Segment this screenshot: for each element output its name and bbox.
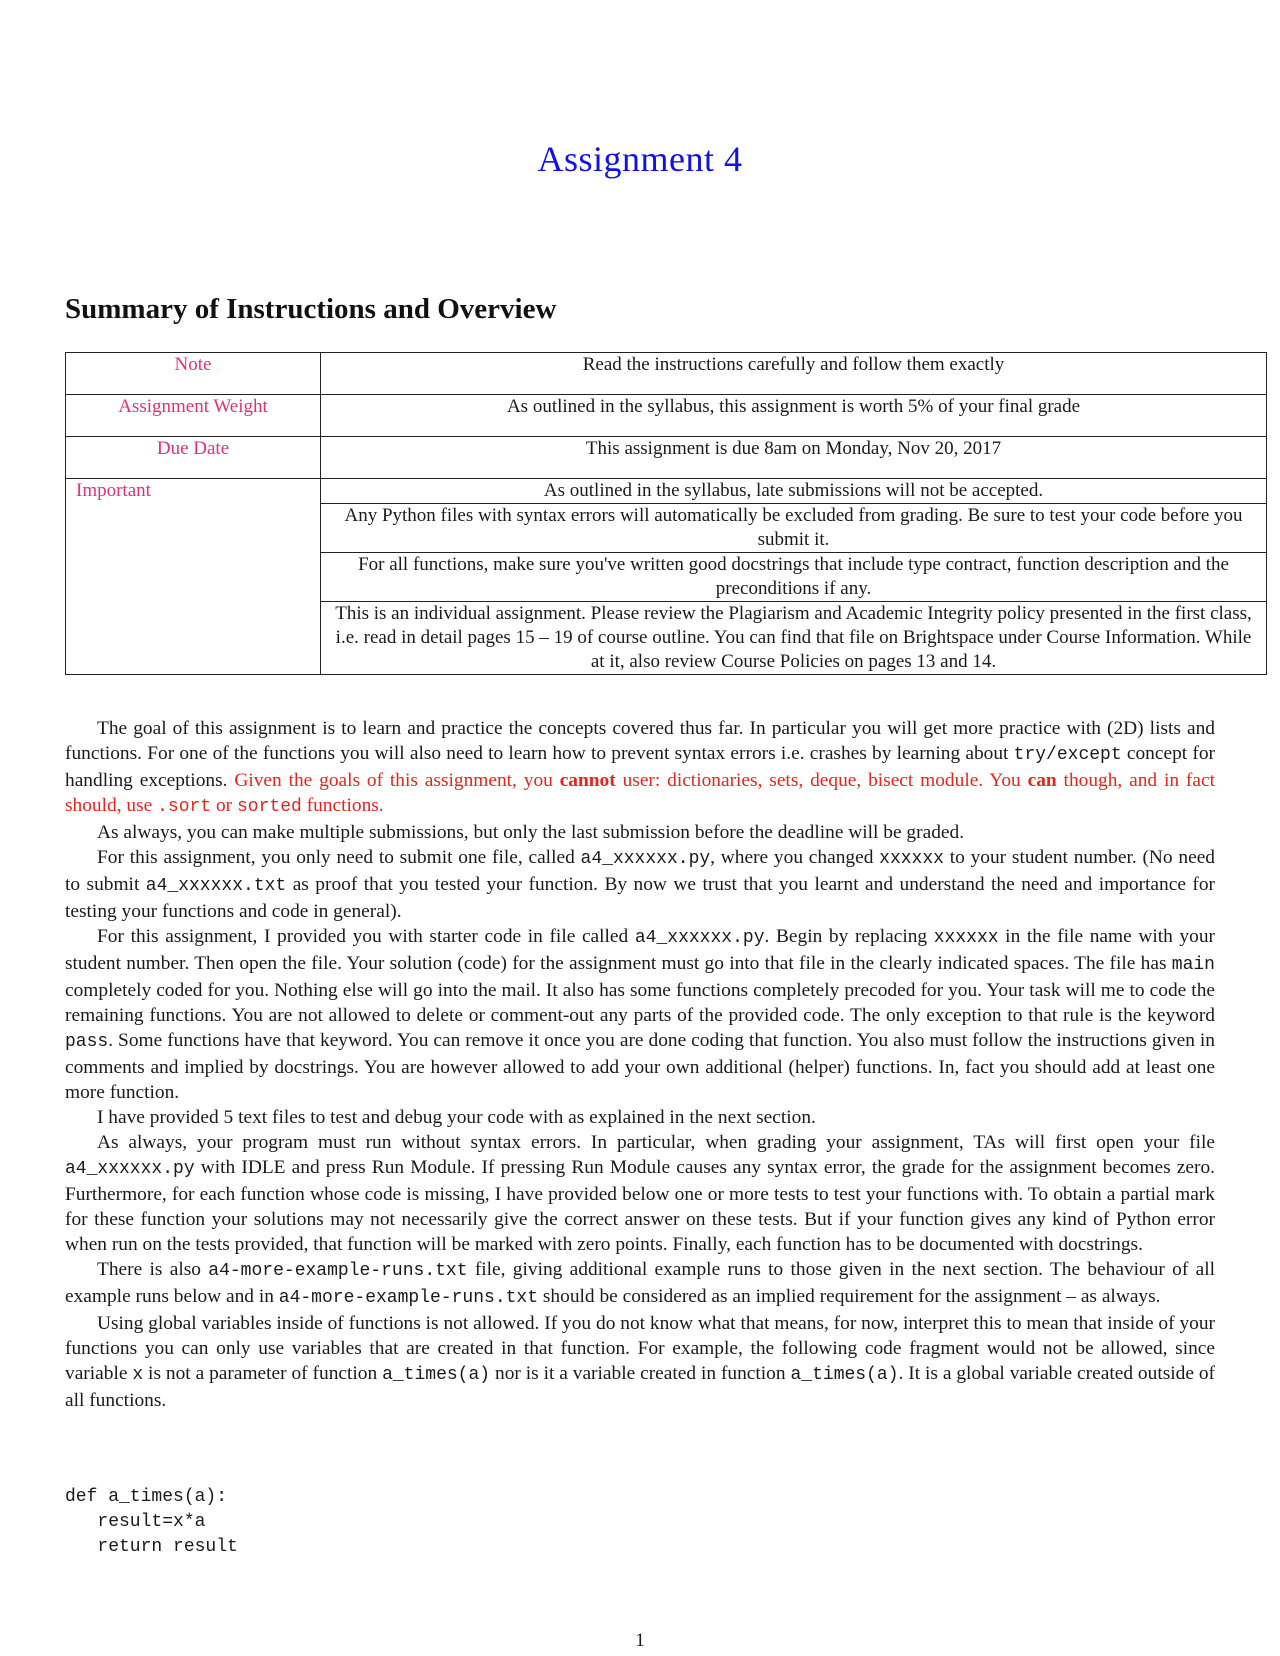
- paragraph-goal: The goal of this assignment is to learn and practice the concepts covered thus far. In particular you will get more practice with (2D) lists and functions. For one of the functions you will also need to learn how to prevent syntax errors i.e. crashes by learning about try/except concept for handling exceptions. Given the goals of this assignment, you cannot user: dictionaries, sets, deque, bisect module. You can though, and in fact should, use .sort or sorted functions.: [65, 718, 1215, 817]
- weight-text: As outlined in the syllabus, this assignment is worth 5% of your final grade: [321, 395, 1267, 437]
- important-item: This is an individual assignment. Please review the Plagiarism and Academic Integrity policy presented in the first class, i.e. read in detail pages 15 – 19 of course outline. You can find that file on Brightspace under Course Information. While at it, also review Course Policies on pages 13 and 14.: [321, 602, 1267, 675]
- table-row: [66, 479, 1267, 504]
- document-title: Assignment 4: [537, 139, 743, 179]
- table-row: [66, 353, 1267, 395]
- code-block: def a_times(a): result=x*a return result: [65, 1487, 238, 1557]
- note-text: Read the instructions carefully and follow them exactly: [321, 353, 1267, 395]
- paragraph-syntax-errors: As always, your program must run without syntax errors. In particular, when grading your assignment, TAs will first open your file a4_xxxxxx.py with IDLE and press Run Module. If pressing Run Module causes any syntax error, the grade for the assignment becomes zero. Furthermore, for each function whose code is missing, I have provided below one or more tests to test your functions with. To obtain a partial mark for these function your solutions may not necessarily give the correct answer on these tests. But if your function gives any kind of Python error when run on the tests provided, that function will be marked with zero points. Finally, each function has to be documented with docstrings.: [65, 1132, 1215, 1255]
- section-heading: Summary of Instructions and Overview: [65, 293, 557, 325]
- note-label: Note: [66, 353, 321, 395]
- important-item: As outlined in the syllabus, late submissions will not be accepted.: [321, 479, 1267, 504]
- paragraph-test-files: I have provided 5 text files to test and debug your code with as explained in the next section.: [97, 1107, 816, 1128]
- important-item: Any Python files with syntax errors will automatically be excluded from grading. Be sure to test your code before you submit it.: [321, 504, 1267, 553]
- restriction-note: Given the goals of this assignment, you cannot user: dictionaries, sets, deque, bisect module. You can though, and in fact should, use .sort or sorted functions.: [65, 770, 1215, 817]
- paragraph-submissions: As always, you can make multiple submissions, but only the last submission before the deadline will be graded.: [97, 822, 965, 843]
- paragraph-global-variables: Using global variables inside of functions is not allowed. If you do not know what that means, for now, interpret this to mean that inside of your functions you can only use variables that are created in that function. For example, the following code fragment would not be allowed, since variable x is not a parameter of function a_times(a) nor is it a variable created in function a_times(a). It is a global variable created outside of all functions.: [65, 1313, 1215, 1411]
- table-row: [66, 395, 1267, 437]
- body-text: [65, 716, 1215, 1413]
- page-number: 1: [635, 1630, 645, 1651]
- due-date-text: This assignment is due 8am on Monday, Nov 20, 2017: [321, 437, 1267, 479]
- paragraph-submit-file: For this assignment, you only need to submit one file, called a4_xxxxxx.py, where you changed xxxxxx to your student number. (No need to submit a4_xxxxxx.txt as proof that you tested your function. By now we trust that you learnt and understand the need and importance for testing your functions and code in general).: [65, 847, 1215, 922]
- important-label: Important: [66, 479, 321, 675]
- paragraph-starter-code: For this assignment, I provided you with starter code in file called a4_xxxxxx.py. Begin by replacing xxxxxx in the file name with your student number. Then open the file. Your solution (code) for the assignment must go into that file in the clearly indicated spaces. The file has main completely coded for you. Nothing else will go into the mail. It also has some functions completely precoded for you. Your task will me to code the remaining functions. You are not allowed to delete or comment-out any parts of the provided code. The only exception to that rule is the keyword pass. Some functions have that keyword. You can remove it once you are done coding that function. You also must follow the instructions given in comments and implied by docstrings. You are however allowed to add your own additional (helper) functions. In, fact you should add at least one more function.: [65, 926, 1215, 1103]
- weight-label: Assignment Weight: [66, 395, 321, 437]
- important-item: For all functions, make sure you've written good docstrings that include type contract, function description and the preconditions if any.: [321, 553, 1267, 602]
- paragraph-example-runs: There is also a4-more-example-runs.txt file, giving additional example runs to those given in the next section. The behaviour of all example runs below and in a4-more-example-runs.txt should be considered as an implied requirement for the assignment – as always.: [65, 1259, 1216, 1308]
- due-date-label: Due Date: [66, 437, 321, 479]
- table-row: [66, 437, 1267, 479]
- summary-table: [65, 352, 1267, 675]
